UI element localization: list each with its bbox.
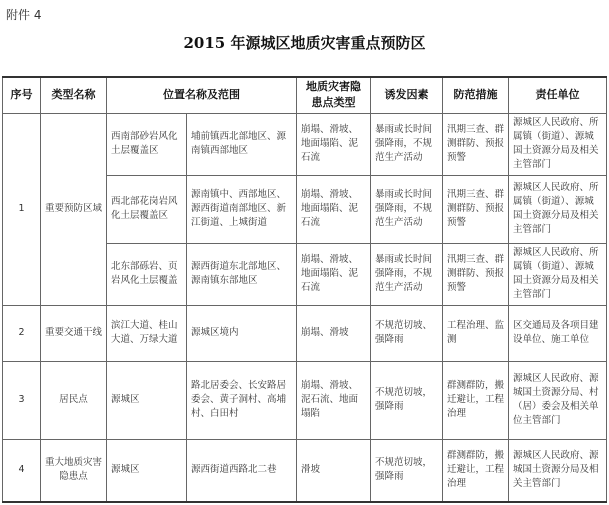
hazard-type: 滑坡 (297, 439, 371, 502)
location-range: 埔前镇西北部地区、源南镇西部地区 (187, 113, 297, 175)
header-no: 序号 (3, 77, 41, 113)
row-number: 4 (3, 439, 41, 502)
document-title: 2015 年源城区地质灾害重点预防区 (183, 34, 426, 52)
responsible-unit: 源城区人民政府、源城国土资源分局、村（居）委会及相关单位主管部门 (509, 361, 607, 439)
location-name: 源城区 (107, 439, 187, 502)
header-responsible-unit: 责任单位 (509, 77, 607, 113)
trigger-cause: 暴雨或长时间强降雨，不规范生产活动 (371, 243, 443, 305)
trigger-cause: 不规范切坡，强降雨 (371, 439, 443, 502)
row-number: 2 (3, 305, 41, 361)
header-row (3, 77, 607, 113)
trigger-cause: 不规范切坡、强降雨 (371, 305, 443, 361)
attachment-label: 附件 4 (6, 8, 42, 22)
location-range: 源城区境内 (187, 305, 297, 361)
header-measures: 防范措施 (443, 77, 509, 113)
prevention-measures: 汛期三查、群测群防、预报预警 (443, 113, 509, 175)
responsible-unit: 源城区人民政府、所属镇（街道）、源城国土资源分局及相关主管部门 (509, 243, 607, 305)
location-name: 西南部砂岩风化土层覆盖区 (107, 113, 187, 175)
responsible-unit: 区交通局及各项目建设单位、施工单位 (509, 305, 607, 361)
row-number: 1 (3, 113, 41, 305)
type-name: 重大地质灾害隐患点 (41, 439, 107, 502)
location-range: 路北居委会、长安路居委会、黄子洞村、高埔村、白田村 (187, 361, 297, 439)
location-name: 源城区 (107, 361, 187, 439)
prevention-measures: 群测群防，搬迁避让，工程治理 (443, 439, 509, 502)
type-name: 重要预防区域 (41, 113, 107, 305)
table-row (3, 361, 607, 439)
row-number: 3 (3, 361, 41, 439)
header-location: 位置名称及范围 (107, 77, 297, 113)
responsible-unit: 源城区人民政府、所属镇（街道）、源城国土资源分局及相关主管部门 (509, 113, 607, 175)
type-name: 重要交通干线 (41, 305, 107, 361)
location-name: 北东部砾岩、页岩风化土层覆盖 (107, 243, 187, 305)
prevention-measures: 汛期三查、群测群防、预报预警 (443, 243, 509, 305)
location-name: 西北部花岗岩风化土层覆盖区 (107, 175, 187, 243)
trigger-cause: 暴雨或长时间强降雨，不规范生产活动 (371, 175, 443, 243)
table-row (3, 439, 607, 502)
table-row (3, 305, 607, 361)
prevention-measures: 汛期三查、群测群防、预报预警 (443, 175, 509, 243)
prevention-measures: 群测群防，搬迁避让，工程治理 (443, 361, 509, 439)
trigger-cause: 不规范切坡，强降雨 (371, 361, 443, 439)
table-row (3, 113, 607, 175)
location-name: 滨江大道、桂山大道、万绿大道 (107, 305, 187, 361)
responsible-unit: 源城区人民政府、源城国土资源分局及相关主管部门 (509, 439, 607, 502)
prevention-zone-table (2, 76, 607, 503)
type-name: 居民点 (41, 361, 107, 439)
header-hazard-type: 地质灾害隐患点类型 (297, 77, 371, 113)
hazard-type: 崩塌、滑坡、地面塌陷、泥石流 (297, 175, 371, 243)
responsible-unit: 源城区人民政府、所属镇（街道）、源城国土资源分局及相关主管部门 (509, 175, 607, 243)
hazard-type: 崩塌、滑坡、地面塌陷、泥石流 (297, 243, 371, 305)
hazard-type: 崩塌、滑坡 (297, 305, 371, 361)
trigger-cause: 暴雨或长时间强降雨，不规范生产活动 (371, 113, 443, 175)
prevention-measures: 工程治理、监测 (443, 305, 509, 361)
location-range: 源西街道西路北二巷 (187, 439, 297, 502)
hazard-type: 崩塌、滑坡、泥石流、地面塌陷 (297, 361, 371, 439)
hazard-type: 崩塌、滑坡、地面塌陷、泥石流 (297, 113, 371, 175)
location-range: 源南镇中、西部地区、源西街道南部地区、新江街道、上城街道 (187, 175, 297, 243)
header-cause: 诱发因素 (371, 77, 443, 113)
header-type: 类型名称 (41, 77, 107, 113)
location-range: 源西街道东北部地区、源南镇东部地区 (187, 243, 297, 305)
